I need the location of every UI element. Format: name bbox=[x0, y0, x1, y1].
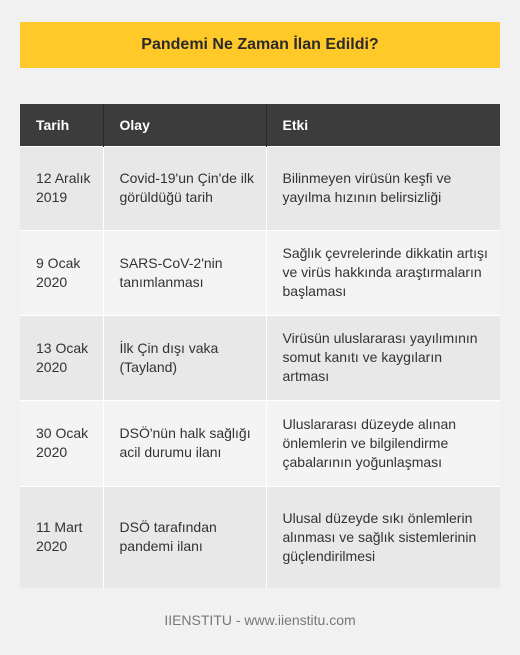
effect-cell: Sağlık çevrelerinde dikkatin artışı ve virüs hakkında araştırmaların başlaması bbox=[266, 230, 500, 315]
effect-cell: Ulusal düzeyde sıkı önlemlerin alınması ve sağlık sistemlerinin güçlendirilmesi bbox=[266, 486, 500, 588]
page-title: Pandemi Ne Zaman İlan Edildi? bbox=[141, 36, 379, 53]
date-cell: 11 Mart 2020 bbox=[20, 486, 103, 588]
footer-credit: IIENSTITU - www.iienstitu.com bbox=[164, 612, 356, 628]
date-cell: 9 Ocak 2020 bbox=[20, 230, 103, 315]
effect-cell: Uluslararası düzeyde alınan önlemlerin ve bilgilendirme çabalarının yoğunlaşması bbox=[266, 400, 500, 486]
table-row bbox=[20, 400, 500, 486]
table-row bbox=[20, 315, 500, 400]
column-header-effect: Etki bbox=[266, 104, 500, 146]
event-cell: DSÖ tarafından pandemi ilanı bbox=[103, 486, 266, 588]
event-cell: Covid-19'un Çin'de ilk görüldüğü tarih bbox=[103, 146, 266, 230]
date-cell: 13 Ocak 2020 bbox=[20, 315, 103, 400]
table-row bbox=[20, 230, 500, 315]
event-cell: İlk Çin dışı vaka (Tayland) bbox=[103, 315, 266, 400]
title-banner bbox=[20, 22, 500, 68]
event-cell: SARS-CoV-2'nin tanımlanması bbox=[103, 230, 266, 315]
date-cell: 30 Ocak 2020 bbox=[20, 400, 103, 486]
event-cell: DSÖ'nün halk sağlığı acil durumu ilanı bbox=[103, 400, 266, 486]
table-row bbox=[20, 146, 500, 230]
table-row bbox=[20, 486, 500, 588]
column-header-date: Tarih bbox=[20, 104, 103, 146]
date-cell: 12 Aralık 2019 bbox=[20, 146, 103, 230]
effect-cell: Bilinmeyen virüsün keşfi ve yayılma hızının belirsizliği bbox=[266, 146, 500, 230]
effect-cell: Virüsün uluslararası yayılımının somut kanıtı ve kaygıların artması bbox=[266, 315, 500, 400]
column-header-event: Olay bbox=[103, 104, 266, 146]
timeline-table bbox=[20, 104, 500, 588]
table-header-row bbox=[20, 104, 500, 146]
